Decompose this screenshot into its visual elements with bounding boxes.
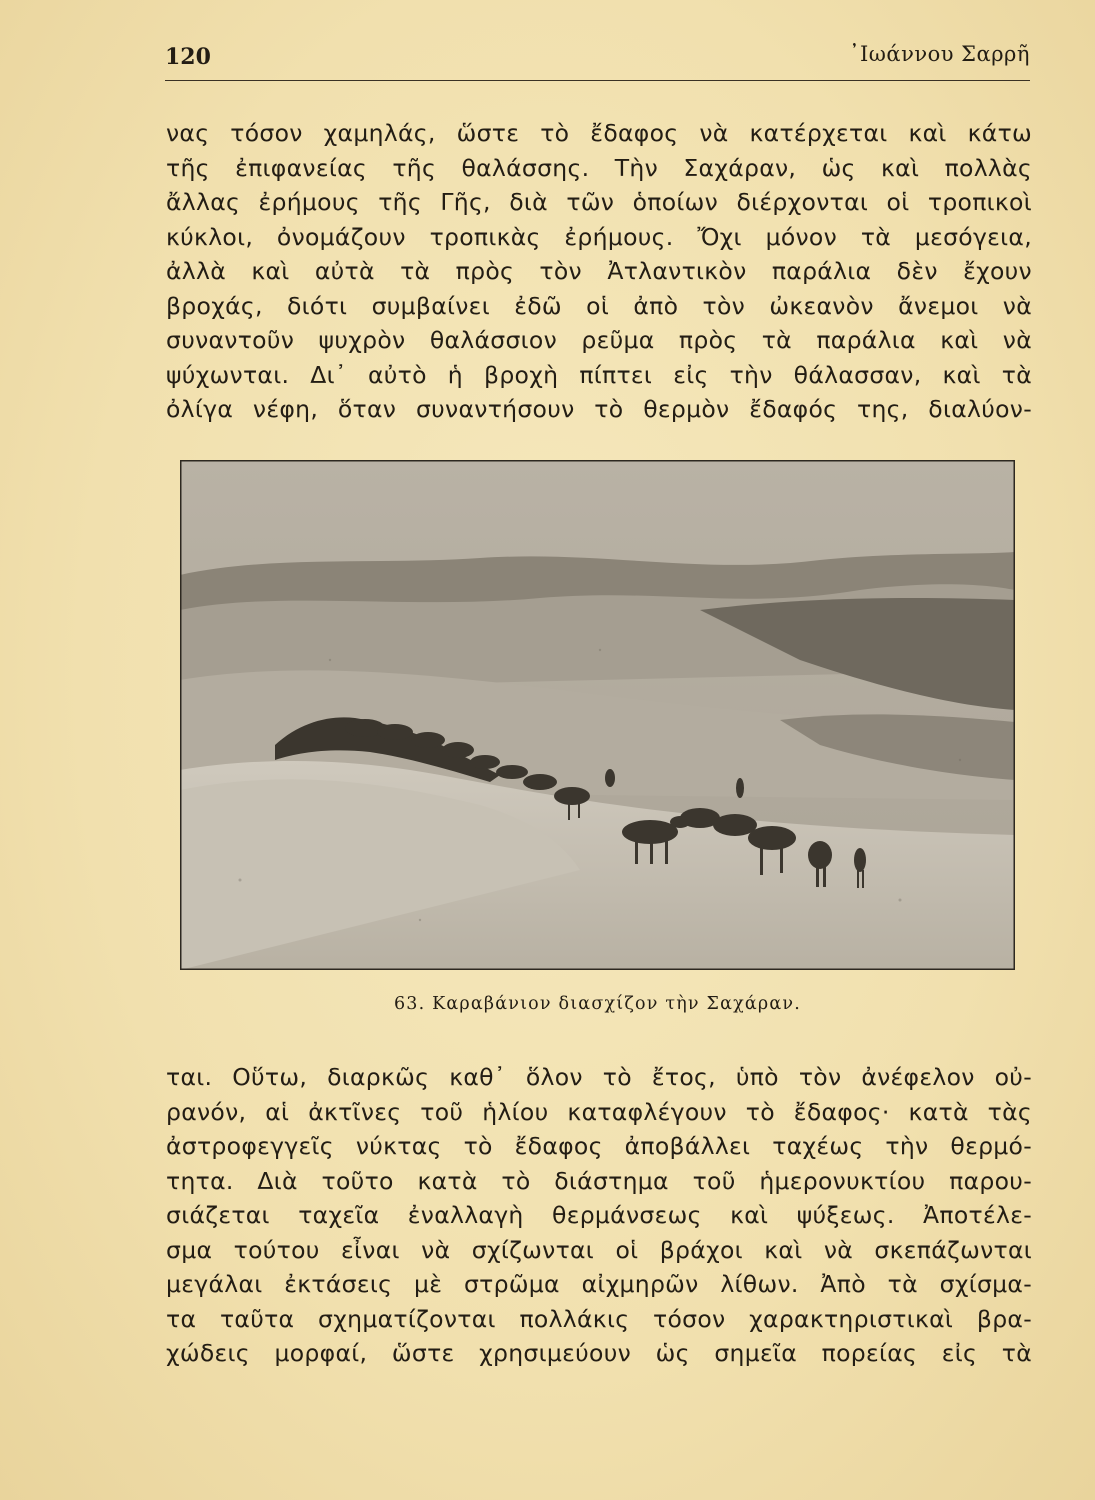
text-line: ται. Οὕτω, διαρκῶς καθ᾿ ὅλον τὸ ἔτος, ὑπὸ τὸν ἀνέφελον οὐ-	[166, 1063, 1032, 1091]
text-line: τα ταῦτα σχηματίζονται πολλάκις τόσον χαρακτηριστικαὶ βρα-	[166, 1304, 1032, 1333]
text-line: ἀστροφεγγεῖς νύκτας τὸ ἔδαφος ἀποβάλλει ταχέως τὴν θερμό-	[166, 1132, 1032, 1160]
text-line: τητα. Διὰ τοῦτο κατὰ τὸ διάστημα τοῦ ἡμερονυκτίου παρου-	[166, 1166, 1032, 1195]
text-line: χώδεις μορφαί, ὥστε χρησιμεύουν ὡς σημεῖα πορείας εἰς τὰ	[166, 1339, 1032, 1367]
paragraph-top	[166, 116, 1032, 427]
text-line: ὀλίγα νέφη, ὅταν συναντήσουν τὸ θερμὸν ἔδαφός της, διαλύον-	[166, 395, 1032, 423]
text-line: ψύχωνται. Δι᾿ αὐτὸ ἡ βροχὴ πίπτει εἰς τὴν θάλασσαν, καὶ τὰ	[166, 360, 1032, 389]
caravan-photograph	[180, 460, 1015, 970]
text-line: νας τόσον χαμηλάς, ὥστε τὸ ἔδαφος νὰ κατέρχεται καὶ κάτω	[166, 119, 1032, 147]
text-line: κύκλοι, ὀνομάζουν τροπικὰς ἐρήμους. Ὄχι μόνον τὰ μεσόγεια,	[166, 222, 1032, 251]
text-line: ρανόν, αἱ ἀκτῖνες τοῦ ἡλίου καταφλέγουν τὸ ἔδαφος· κατὰ τὰς	[166, 1097, 1032, 1126]
text-line: σιάζεται ταχεῖα ἐναλλαγὴ θερμάνσεως καὶ ψύξεως. Ἀποτέλε-	[166, 1201, 1032, 1229]
text-line: συναντοῦν ψυχρὸν θαλάσσιον ρεῦμα πρὸς τὰ παράλια καὶ νὰ	[166, 326, 1032, 354]
text-line: ἀλλὰ καὶ αὐτὰ τὰ πρὸς τὸν Ἀτλαντικὸν παράλια δὲν ἔχουν	[166, 257, 1032, 285]
text-line: βροχάς, διότι συμβαίνει ἐδῶ οἱ ἀπὸ τὸν ὠκεανὸν ἄνεμοι νὰ	[166, 291, 1032, 320]
page-number: 120	[165, 44, 211, 70]
figure-caption: 63. Καραβάνιον διασχίζον τὴν Σαχάραν.	[393, 994, 802, 1014]
page-header	[165, 40, 1030, 81]
text-line: σμα τούτου εἶναι νὰ σχίζωνται οἱ βράχοι καὶ νὰ σκεπάζωνται	[166, 1235, 1032, 1264]
text-line: ἄλλας ἐρήμους τῆς Γῆς, διὰ τῶν ὁποίων διέρχονται οἱ τροπικοὶ	[166, 188, 1032, 216]
text-line: τῆς ἐπιφανείας τῆς θαλάσσης. Τὴν Σαχάραν, ὡς καὶ πολλὰς	[166, 153, 1032, 182]
paragraph-bottom	[166, 1060, 1032, 1371]
text-line: μεγάλαι ἐκτάσεις μὲ στρῶμα αἰχμηρῶν λίθων. Ἀπὸ τὰ σχίσμα-	[166, 1270, 1032, 1298]
running-head: ᾿Ιωάννου Σαρρῆ	[848, 42, 1030, 66]
